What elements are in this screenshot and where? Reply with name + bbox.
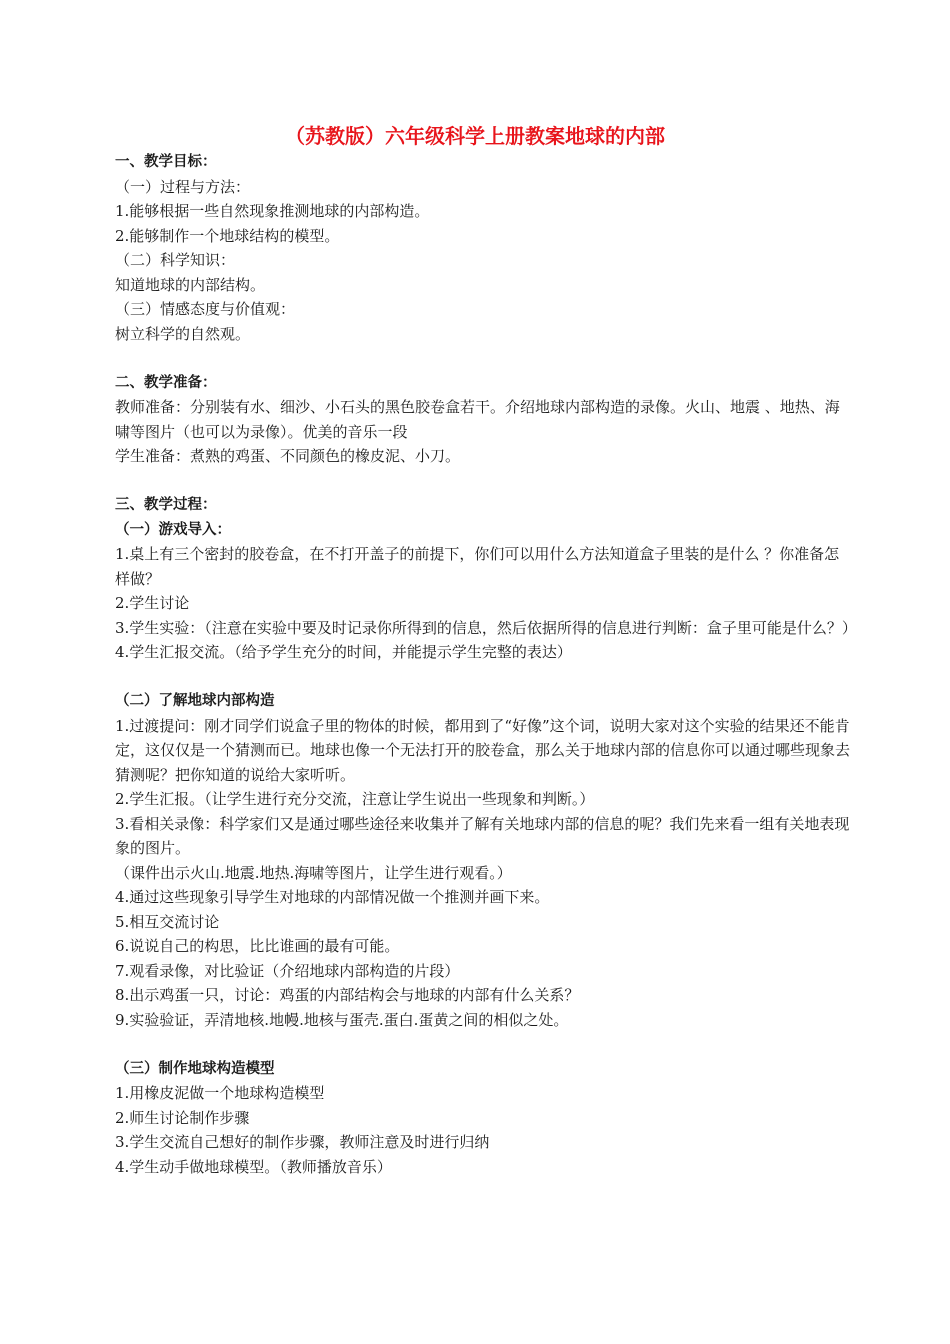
spacer bbox=[115, 346, 853, 371]
text-line: 学生准备：煮熟的鸡蛋、不同颜色的橡皮泥、小刀。 bbox=[115, 447, 461, 465]
text-line: （三）情感态度与价值观： bbox=[115, 300, 296, 318]
text-line: 4.学生动手做地球模型。（教师播放音乐） bbox=[115, 1157, 392, 1176]
text-line: 教师准备：分别装有水、细沙、小石头的黑色胶卷盒若干。介绍地球内部构造的录像。火山、地震 、地热、海啸等图片（也可以为录像）。优美的音乐一段 bbox=[115, 398, 840, 441]
text-line: 2.能够制作一个地球结构的模型。 bbox=[115, 226, 340, 245]
text-line: 9.实验验证，弄清地核.地幔.地核与蛋壳.蛋白.蛋黄之间的相似之处。 bbox=[115, 1010, 569, 1029]
spacer bbox=[115, 469, 853, 494]
text-line: 5.相互交流讨论 bbox=[115, 912, 220, 931]
text-line: 6.说说自己的构思，比比谁画的最有可能。 bbox=[115, 937, 400, 955]
text-line: （一）过程与方法： bbox=[115, 177, 251, 196]
subsection-heading: （一）游戏导入： bbox=[115, 521, 231, 538]
subsection-heading: （二）了解地球内部构造 bbox=[115, 693, 275, 709]
text-line: 7.观看录像，对比验证（介绍地球内部构造的片段） bbox=[115, 961, 460, 980]
section-heading: 三、教学过程： bbox=[115, 497, 217, 513]
text-line: 1.桌上有三个密封的胶卷盒，在不打开盖子的前提下，你们可以用什么方法知道盒子里装的是什么 ？你准备怎样做？ bbox=[115, 545, 840, 588]
text-line: 1.能够根据一些自然现象推测地球的内部构造。 bbox=[115, 202, 430, 220]
text-line: 3.学生交流自己想好的制作步骤，教师注意及时进行归纳 bbox=[115, 1133, 490, 1151]
text-line: 2.学生讨论 bbox=[115, 594, 190, 612]
document-body bbox=[115, 150, 857, 1179]
text-line: 4.通过这些现象引导学生对地球的内部情况做一个推测并画下来。 bbox=[115, 888, 550, 906]
text-line: 2.学生汇报。（让学生进行充分交流，注意让学生说出一些现象和判断。） bbox=[115, 790, 595, 808]
document-title: （苏教版）六年级科学上册教案地球的内部 bbox=[285, 124, 665, 148]
spacer bbox=[115, 665, 853, 690]
text-line: 1.过渡提问：刚才同学们说盒子里的物体的时候，都用到了“好像”这个词，说明大家对这个实验的结果还不能肯定，这仅仅是一个猜测而已。地球也像一个无法打开的胶卷盒，那么关于地球内部的信息你可以通过哪些现象去猜测呢？把你知道的说给大家听听。 bbox=[115, 716, 851, 784]
text-line: 3.学生实验：（注意在实验中要及时记录你所得到的信息，然后依据所得的信息进行判断：盒子里可能是什么？） bbox=[115, 618, 857, 637]
text-line: （课件出示火山.地震.地热.海啸等图片，让学生进行观看。） bbox=[115, 863, 512, 882]
text-line: 3.看相关录像：科学家们又是通过哪些途径来收集并了解有关地球内部的信息的呢？我们先来看一组有关地表现象的图片。 bbox=[115, 814, 850, 857]
section-heading: 一、教学目标： bbox=[115, 154, 217, 170]
section-heading: 二、教学准备： bbox=[115, 374, 217, 391]
text-line: 4.学生汇报交流。（给予学生充分的时间，并能提示学生完整的表达） bbox=[115, 643, 572, 661]
text-line: 知道地球的内部结构。 bbox=[115, 275, 266, 294]
subsection-heading: （三）制作地球构造模型 bbox=[115, 1060, 275, 1077]
text-line: 树立科学的自然观。 bbox=[115, 324, 251, 343]
text-line: （二）科学知识： bbox=[115, 251, 236, 269]
text-line: 2.师生讨论制作步骤 bbox=[115, 1108, 250, 1127]
text-line: 8.出示鸡蛋一只，讨论：鸡蛋的内部结构会与地球的内部有什么关系？ bbox=[115, 986, 580, 1004]
text-line: 1.用橡皮泥做一个地球构造模型 bbox=[115, 1084, 325, 1102]
spacer bbox=[115, 1032, 853, 1057]
